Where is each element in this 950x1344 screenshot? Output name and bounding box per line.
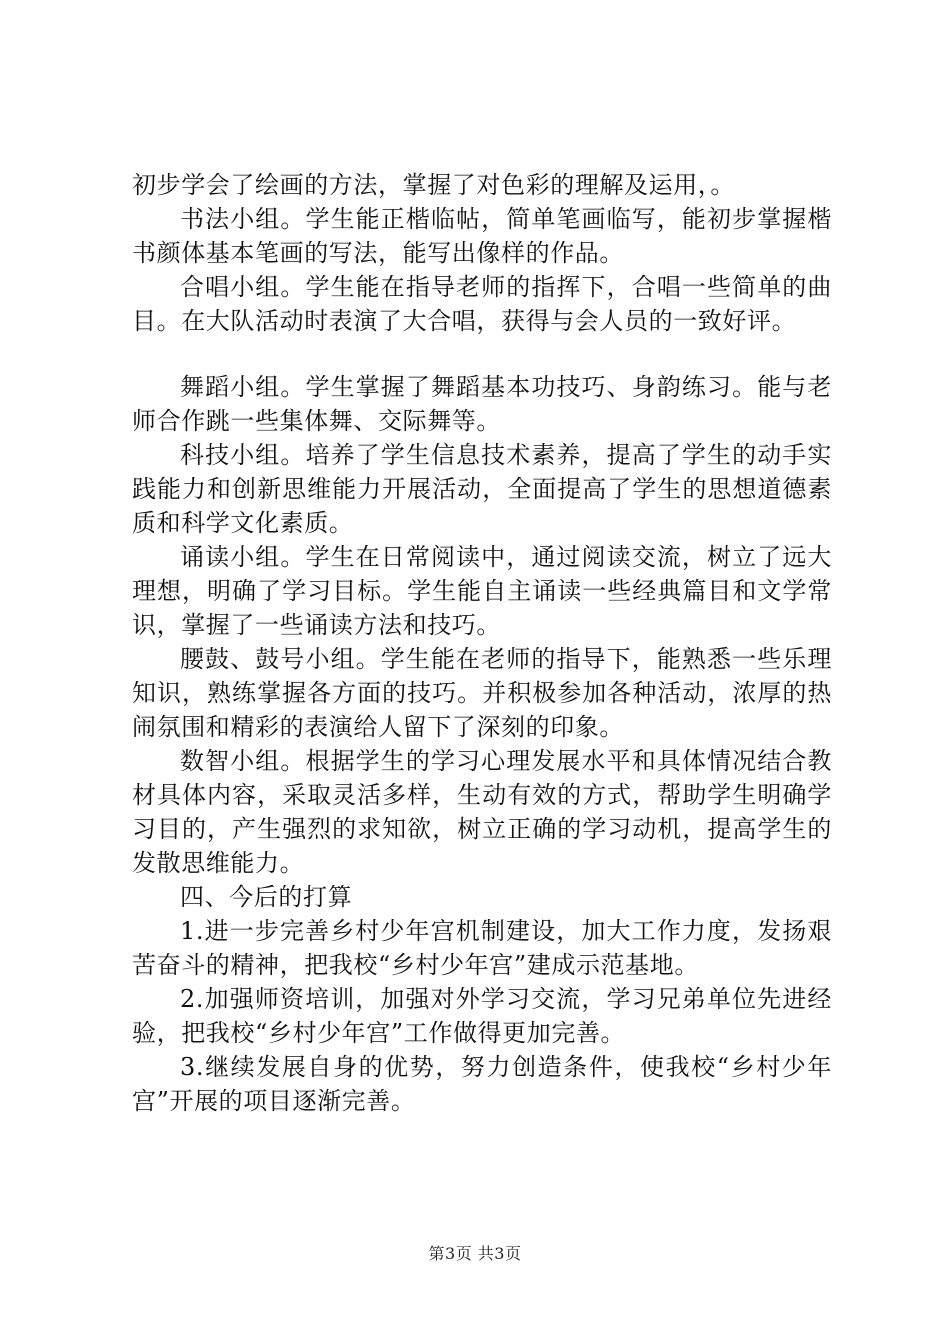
plan-item-2: 2.加强师资培训，加强对外学习交流，学习兄弟单位先进经验，把我校“乡村少年宫”工作做得更加完善。 xyxy=(132,985,832,1047)
plan-item-1: 1.进一步完善乡村少年宫机制建设，加大工作力度，发扬艰苦奋斗的精神，把我校“乡村少年宫”建成示范基地。 xyxy=(132,917,832,979)
paragraph-technology-group: 科技小组。培养了学生信息技术素养，提高了学生的动手实践能力和创新思维能力开展活动，全面提高了学生的思想道德素质和科学文化素质。 xyxy=(132,441,832,537)
paragraph-drum-group: 腰鼓、鼓号小组。学生能在老师的指导下，能熟悉一些乐理知识，熟练掌握各方面的技巧。并积极参加各种活动，浓厚的热闹氛围和精彩的表演给人留下了深刻的印象。 xyxy=(132,645,832,741)
paragraph-dance-group: 舞蹈小组。学生掌握了舞蹈基本功技巧、身韵练习。能与老师合作跳一些集体舞、交际舞等。 xyxy=(132,373,832,435)
section-heading-future-plans: 四、今后的打算 xyxy=(180,883,353,911)
page-number-footer: 第3页 共3页 xyxy=(428,1244,522,1263)
body-text xyxy=(132,168,832,1118)
paragraph-recitation-group: 诵读小组。学生在日常阅读中，通过阅读交流，树立了远大理想，明确了学习目标。学生能自主诵读一些经典篇目和文学常识，掌握了一些诵读方法和技巧。 xyxy=(132,543,832,639)
paragraph-choir-group: 合唱小组。学生能在指导老师的指挥下，合唱一些简单的曲目。在大队活动时表演了大合唱，获得与会人员的一致好评。 xyxy=(132,273,832,335)
paragraph-continuation: 初步学会了绘画的方法，掌握了对色彩的理解及运用，。 xyxy=(132,171,735,199)
paragraph-math-group: 数智小组。根据学生的学习心理发展水平和具体情况结合教材具体内容，采取灵活多样，生动有效的方式，帮助学生明确学习目的，产生强烈的求知欲，树立正确的学习动机，提高学生的发散思维能力。 xyxy=(132,747,832,877)
plan-item-3: 3.继续发展自身的优势，努力创造条件，使我校“乡村少年宫”开展的项目逐渐完善。 xyxy=(132,1053,832,1115)
paragraph-calligraphy-group: 书法小组。学生能正楷临帖，简单笔画临写，能初步掌握楷书颜体基本笔画的写法，能写出像样的作品。 xyxy=(132,205,832,267)
